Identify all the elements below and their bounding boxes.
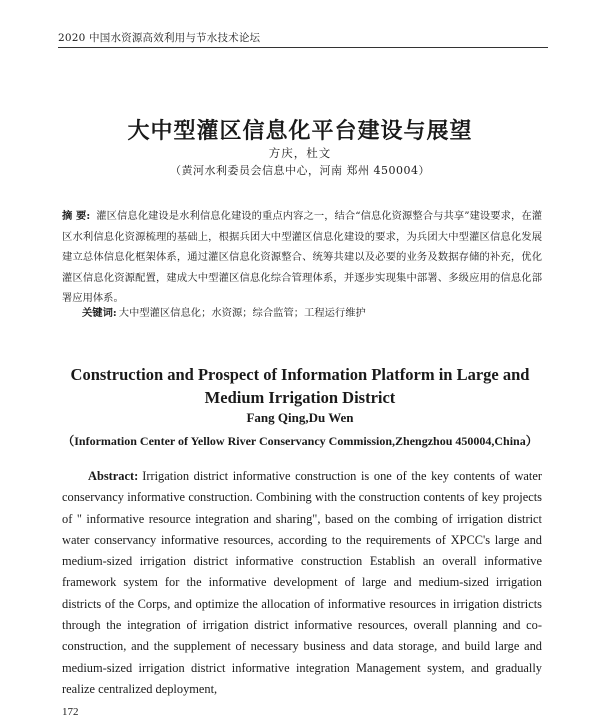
paper-title-en: Construction and Prospect of Information Platform in Large and Medium Irrigation District [70,365,530,407]
authors-en: Fang Qing,Du Wen [246,410,354,425]
keywords-cn [82,304,542,319]
keywords-cn-label: 关键词: [82,307,117,319]
paper-title-cn: 大中型灌区信息化平台建设与展望 [127,118,473,144]
page-number: 172 [62,706,79,718]
abstract-cn [62,206,542,309]
abstract-en-text: Irrigation district informative construction is one of the key contents of water conservancy informative construction. Combining with the construction contents of key projects of " informative resource integration and sharing", based on the combing of irrigation district water conservancy informative resources, according to the requirements of XPCC's large and medium-sized irrigation district informative construction Establish an overall informative framework system for the informative development of large and medium-sized irrigation districts of the Corps, and optimize the allocation of informative resources in irrigation districts through the integration of irrigation district informative resources, overall planning and co-construction, and the supplement of necessary business and data storage, and build large and medium-sized irrigation district informative integration Management system, and gradually realize centralized deployment, [62,469,542,696]
header-divider [58,47,548,48]
keywords-cn-text: 大中型灌区信息化；水资源；综合监管；工程运行维护 [118,307,366,319]
running-header: 2020 中国水资源高效利用与节水技术论坛 [58,32,261,44]
authors-cn: 方庆，杜文 [268,146,332,160]
abstract-cn-label: 摘 要: [62,210,91,222]
abstract-cn-text: 灌区信息化建设是水利信息化建设的重点内容之一，结合“信息化资源整合与共享”建设要求，在灌区水利信息化资源梳理的基础上，根据兵团大中型灌区信息化建设的要求，为兵团大中型灌区信息化发展建立总体信息化框架体系，通过灌区信息化资源整合、统筹共建以及必要的业务及数据存储的补充，优化灌区信息化资源配置，建成大中型灌区信息化综合管理体系，并逐步实现集中部署、多级应用的信息化部署应用体系。 [62,210,543,304]
affiliation-cn: （黄河水利委员会信息中心，河南 郑州 450004） [170,164,430,177]
abstract-en-label: Abstract: [88,469,139,483]
affiliation-en: （Information Center of Yellow River Conservancy Commission,Zhengzhou 450004,China） [62,434,538,448]
abstract-en [62,466,542,700]
